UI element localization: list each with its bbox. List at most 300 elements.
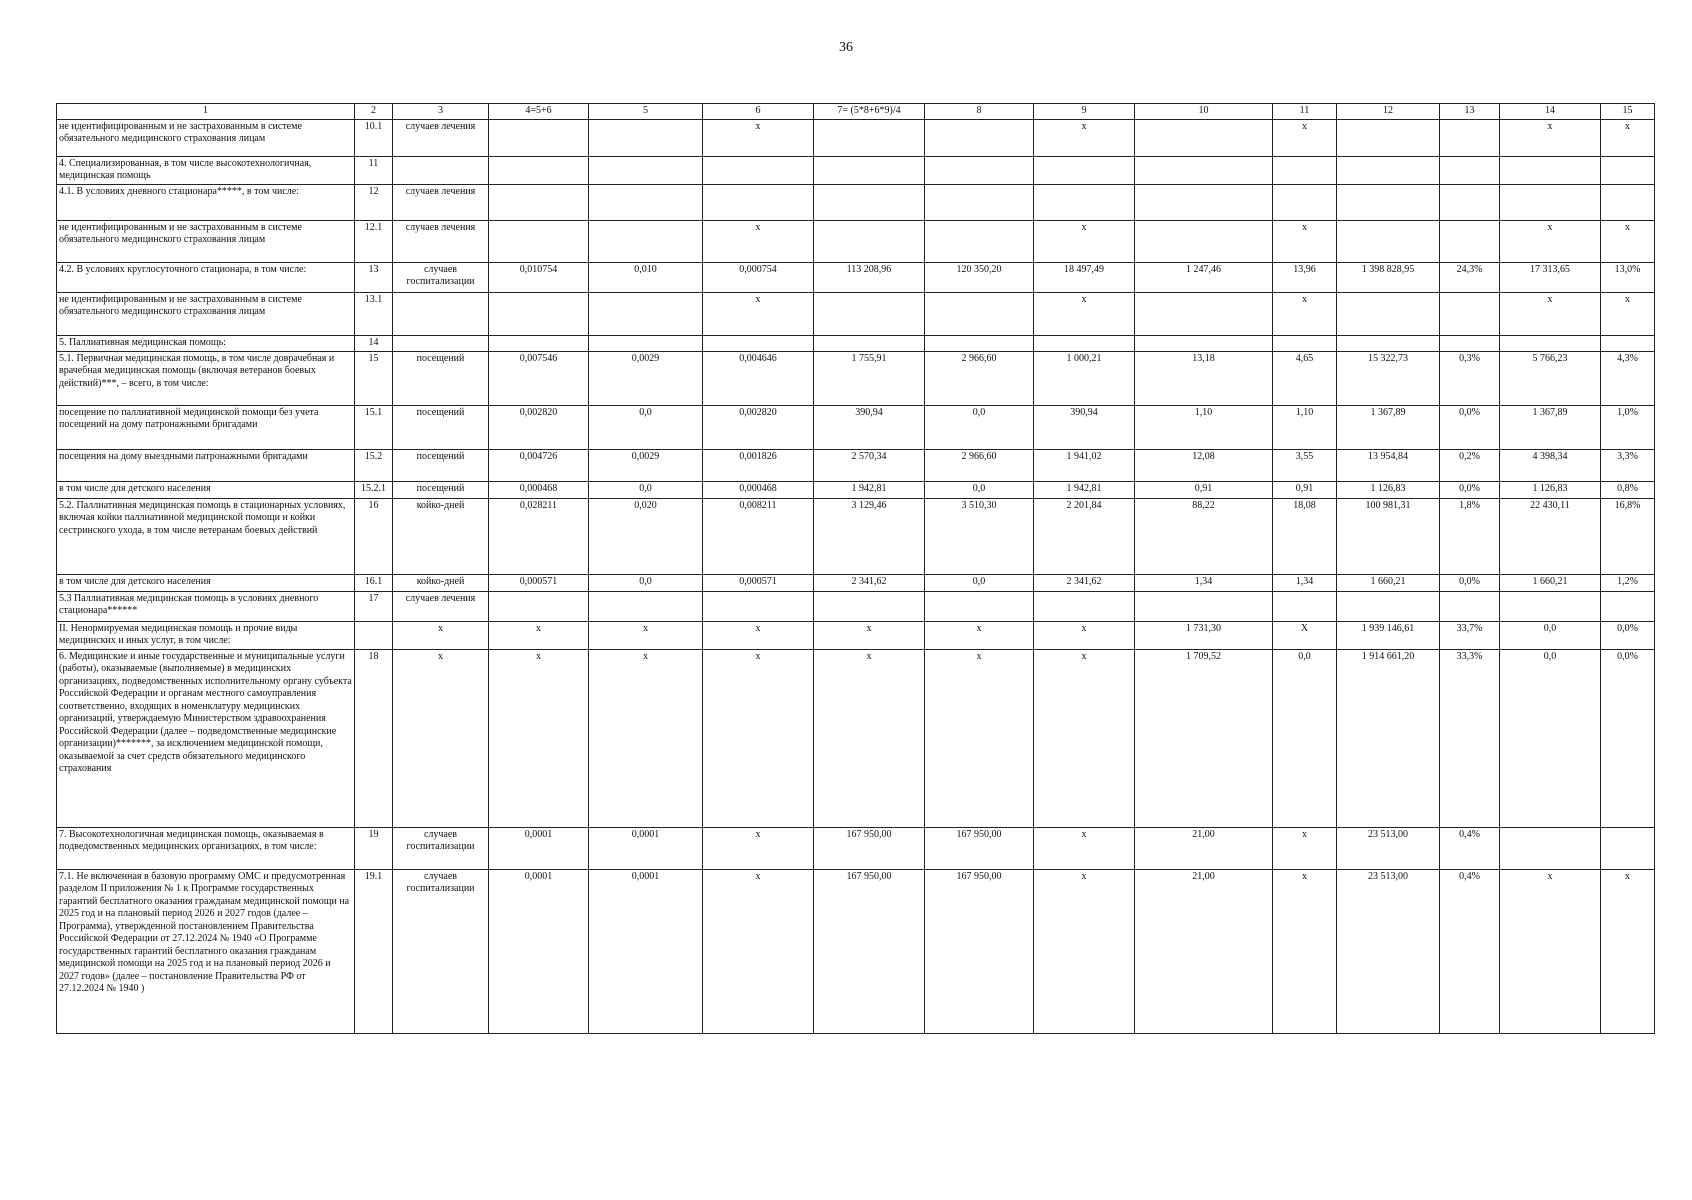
table-cell: 1 709,52 xyxy=(1135,649,1273,827)
table-cell: 0,0 xyxy=(1273,649,1337,827)
table-cell: 0,001826 xyxy=(703,449,814,481)
table-cell xyxy=(814,591,925,621)
table-row xyxy=(57,827,1655,869)
table-cell: 4,65 xyxy=(1273,351,1337,405)
table-cell: 167 950,00 xyxy=(814,869,925,1033)
table-cell: x xyxy=(1034,869,1135,1033)
header-cell: 6 xyxy=(703,104,814,120)
table-cell: 0,8% xyxy=(1601,481,1655,498)
table-cell: 21,00 xyxy=(1135,827,1273,869)
table-cell: 100 981,31 xyxy=(1337,498,1440,574)
table-cell xyxy=(703,591,814,621)
table-cell xyxy=(1337,335,1440,351)
table-cell xyxy=(489,156,589,184)
table-cell xyxy=(814,335,925,351)
table-cell: 13,96 xyxy=(1273,262,1337,292)
table-cell: 4 398,34 xyxy=(1500,449,1601,481)
table-cell: x xyxy=(703,292,814,335)
table-cell: койко-дней xyxy=(393,498,489,574)
table-cell: x xyxy=(814,621,925,649)
table-cell xyxy=(925,220,1034,262)
row-label-cell: не идентифицированным и не застрахованным в системе обязательного медицинского страхования лицам xyxy=(57,119,355,156)
header-cell: 4=5+6 xyxy=(489,104,589,120)
table-cell xyxy=(1135,156,1273,184)
table-cell xyxy=(925,292,1034,335)
table-cell: 15 322,73 xyxy=(1337,351,1440,405)
table-cell: x xyxy=(1500,292,1601,335)
table-cell: 0,0 xyxy=(925,405,1034,449)
table-cell: x xyxy=(814,649,925,827)
header-cell: 13 xyxy=(1440,104,1500,120)
row-label-cell: 7.1. Не включенная в базовую программу ОМС и предусмотренная разделом II приложения № 1 к Программе государственных гарантий бесплатного оказания гражданам медицинской помощи на 2025 год и на плановый период 2026 и 2027 годов (далее – Программа), утвержденной постановлением Правительства Российской Федерации от 27.12.2024 № 1940 «О Программе государственных гарантий бесплатного оказания гражданам медицинской помощи на 2025 год и на плановый период 2026 и 2027 годов» (далее – постановление Правительства РФ от 27.12.2024 № 1940 ) xyxy=(57,869,355,1033)
table-cell xyxy=(925,591,1034,621)
table-cell xyxy=(589,119,703,156)
table-cell: 167 950,00 xyxy=(925,869,1034,1033)
table-cell: 0,0 xyxy=(925,481,1034,498)
table-cell: 16 xyxy=(355,498,393,574)
table-cell: 12.1 xyxy=(355,220,393,262)
table-cell xyxy=(1440,292,1500,335)
table-cell: 0,002820 xyxy=(703,405,814,449)
row-label-cell: 6. Медицинские и иные государственные и муниципальные услуги (работы), оказываемые (выполняемые) в медицинских организациях, подведомственных исполнительному органу субъекта Российской Федерации и органам местного самоуправления соответственно, входящих в номенклатуру медицинских организаций, утверждаемую Министерством здравоохранения Российской Федерации (далее – подведомственные медицинские организации)*******, за исключением медицинской помощи, оказываемой за счет средств обязательного медицинского страхования xyxy=(57,649,355,827)
table-cell: 0,0 xyxy=(925,574,1034,591)
table-cell: x xyxy=(589,621,703,649)
table-cell: 22 430,11 xyxy=(1500,498,1601,574)
table-cell: x xyxy=(1601,869,1655,1033)
table-cell: x xyxy=(1034,119,1135,156)
header-cell: 7= (5*8+6*9)/4 xyxy=(814,104,925,120)
table-cell: 18 xyxy=(355,649,393,827)
table-row xyxy=(57,649,1655,827)
table-cell: 1 398 828,95 xyxy=(1337,262,1440,292)
table-cell: 1 941,02 xyxy=(1034,449,1135,481)
table-cell: x xyxy=(1034,827,1135,869)
table-cell: 17 xyxy=(355,591,393,621)
header-cell: 15 xyxy=(1601,104,1655,120)
table-cell: 15.1 xyxy=(355,405,393,449)
table-cell: x xyxy=(1034,621,1135,649)
data-table xyxy=(56,103,1655,1034)
table-cell: 1 000,21 xyxy=(1034,351,1135,405)
row-label-cell: не идентифицированным и не застрахованным в системе обязательного медицинского страхования лицам xyxy=(57,292,355,335)
table-cell: 0,91 xyxy=(1135,481,1273,498)
table-cell: x xyxy=(703,621,814,649)
table-cell xyxy=(1135,335,1273,351)
table-cell: 113 208,96 xyxy=(814,262,925,292)
table-cell xyxy=(1601,156,1655,184)
table-cell: x xyxy=(703,869,814,1033)
table-row xyxy=(57,119,1655,156)
header-cell: 10 xyxy=(1135,104,1273,120)
table-cell xyxy=(489,220,589,262)
table-cell: 1,10 xyxy=(1135,405,1273,449)
table-cell: 21,00 xyxy=(1135,869,1273,1033)
table-cell xyxy=(814,220,925,262)
table-cell xyxy=(1440,591,1500,621)
table-cell: 1 939 146,61 xyxy=(1337,621,1440,649)
table-cell xyxy=(355,621,393,649)
table-cell xyxy=(1500,591,1601,621)
table-cell: x xyxy=(703,119,814,156)
table-cell: 1,8% xyxy=(1440,498,1500,574)
table-cell: 1,0% xyxy=(1601,405,1655,449)
table-cell: 0,4% xyxy=(1440,827,1500,869)
table-row xyxy=(57,351,1655,405)
header-cell: 9 xyxy=(1034,104,1135,120)
table-cell xyxy=(1440,119,1500,156)
table-cell xyxy=(1034,156,1135,184)
header-cell: 5 xyxy=(589,104,703,120)
table-cell: 12 xyxy=(355,184,393,220)
table-cell: 167 950,00 xyxy=(814,827,925,869)
table-cell: 167 950,00 xyxy=(925,827,1034,869)
table-cell: 0,0% xyxy=(1440,481,1500,498)
table-cell: x xyxy=(703,649,814,827)
table-cell: 33,7% xyxy=(1440,621,1500,649)
table-cell: 17 313,65 xyxy=(1500,262,1601,292)
table-cell xyxy=(393,156,489,184)
table-cell: 0,010 xyxy=(589,262,703,292)
table-cell xyxy=(589,184,703,220)
table-cell: 1,10 xyxy=(1273,405,1337,449)
table-cell xyxy=(1135,292,1273,335)
table-cell xyxy=(1135,591,1273,621)
table-cell xyxy=(489,292,589,335)
table-cell: x xyxy=(925,621,1034,649)
table-cell: 0,3% xyxy=(1440,351,1500,405)
table-cell xyxy=(1500,335,1601,351)
table-cell: 33,3% xyxy=(1440,649,1500,827)
table-cell: 2 966,60 xyxy=(925,351,1034,405)
table-cell: x xyxy=(589,649,703,827)
table-cell: 1,2% xyxy=(1601,574,1655,591)
row-label-cell: 7. Высокотехнологичная медицинская помощь, оказываемая в подведомственных медицинских организациях, в том числе: xyxy=(57,827,355,869)
table-cell: 0,000571 xyxy=(703,574,814,591)
table-cell: x xyxy=(703,827,814,869)
table-cell: 0,000468 xyxy=(489,481,589,498)
table-cell xyxy=(1337,156,1440,184)
table-cell: 13 954,84 xyxy=(1337,449,1440,481)
table-row xyxy=(57,335,1655,351)
table-cell: x xyxy=(393,621,489,649)
table-cell: x xyxy=(1601,119,1655,156)
table-cell: случаев лечения xyxy=(393,119,489,156)
row-label-cell: II. Ненормируемая медицинская помощь и прочие виды медицинских и иных услуг, в том числе: xyxy=(57,621,355,649)
table-cell xyxy=(1440,156,1500,184)
table-cell: случаев госпитализации xyxy=(393,827,489,869)
table-cell: x xyxy=(925,649,1034,827)
table-cell xyxy=(703,184,814,220)
row-label-cell: в том числе для детского населения xyxy=(57,574,355,591)
table-cell: x xyxy=(1273,869,1337,1033)
table-cell: 0,0% xyxy=(1440,574,1500,591)
table-cell xyxy=(1500,827,1601,869)
table-cell xyxy=(1034,184,1135,220)
table-cell: 0,000468 xyxy=(703,481,814,498)
table-cell: 1 914 661,20 xyxy=(1337,649,1440,827)
table-cell xyxy=(1440,184,1500,220)
table-cell: 0,0001 xyxy=(589,827,703,869)
table-cell xyxy=(814,292,925,335)
table-cell: случаев лечения xyxy=(393,220,489,262)
table-cell: 13 xyxy=(355,262,393,292)
table-cell: 0,020 xyxy=(589,498,703,574)
table-cell: x xyxy=(489,621,589,649)
table-cell: 13.1 xyxy=(355,292,393,335)
table-cell: 88,22 xyxy=(1135,498,1273,574)
table-cell: 1,34 xyxy=(1273,574,1337,591)
table-cell: 0,0% xyxy=(1601,649,1655,827)
table-cell: x xyxy=(1273,119,1337,156)
table-cell: 1 367,89 xyxy=(1337,405,1440,449)
table-cell: 23 513,00 xyxy=(1337,827,1440,869)
table-cell: 0,0 xyxy=(1500,621,1601,649)
table-cell xyxy=(589,591,703,621)
table-cell: 3,55 xyxy=(1273,449,1337,481)
table-cell xyxy=(489,335,589,351)
table-cell: 0,010754 xyxy=(489,262,589,292)
page-number: 36 xyxy=(839,40,853,55)
table-cell: 0,0001 xyxy=(489,869,589,1033)
table-row xyxy=(57,220,1655,262)
table-cell xyxy=(1034,335,1135,351)
table-cell: посещений xyxy=(393,405,489,449)
table-row xyxy=(57,621,1655,649)
row-label-cell: 5.1. Первичная медицинская помощь, в том числе доврачебная и врачебная медицинская помощь (включая ветеранов боевых действий)***, – всего, в том числе: xyxy=(57,351,355,405)
table-cell xyxy=(1440,335,1500,351)
table-cell xyxy=(814,119,925,156)
table-cell xyxy=(589,335,703,351)
table-cell: 390,94 xyxy=(814,405,925,449)
header-cell: 3 xyxy=(393,104,489,120)
table-cell: 19.1 xyxy=(355,869,393,1033)
row-label-cell: 4. Специализированная, в том числе высокотехнологичная, медицинская помощь xyxy=(57,156,355,184)
table-cell: x xyxy=(1273,827,1337,869)
table-cell: 2 966,60 xyxy=(925,449,1034,481)
table-cell: x xyxy=(1034,649,1135,827)
table-cell xyxy=(1135,184,1273,220)
table-cell: 0,0 xyxy=(589,481,703,498)
table-cell: 2 570,34 xyxy=(814,449,925,481)
table-cell: 2 341,62 xyxy=(1034,574,1135,591)
table-cell xyxy=(1601,335,1655,351)
table-cell: x xyxy=(1034,292,1135,335)
table-cell: x xyxy=(1500,220,1601,262)
header-cell: 8 xyxy=(925,104,1034,120)
table-row xyxy=(57,405,1655,449)
table-cell: x xyxy=(1034,220,1135,262)
table-cell: X xyxy=(1273,621,1337,649)
table-cell: 2 201,84 xyxy=(1034,498,1135,574)
table-cell: 16.1 xyxy=(355,574,393,591)
header-cell: 2 xyxy=(355,104,393,120)
table-cell: 0,004726 xyxy=(489,449,589,481)
table-cell: 0,004646 xyxy=(703,351,814,405)
row-label-cell: в том числе для детского населения xyxy=(57,481,355,498)
table-cell: 0,0% xyxy=(1601,621,1655,649)
table-cell: случаев госпитализации xyxy=(393,262,489,292)
table-cell: 0,2% xyxy=(1440,449,1500,481)
table-cell: 0,0029 xyxy=(589,449,703,481)
table-cell: случаев госпитализации xyxy=(393,869,489,1033)
table-row xyxy=(57,184,1655,220)
table-cell xyxy=(393,335,489,351)
table-cell: 0,0001 xyxy=(589,869,703,1033)
row-label-cell: 4.2. В условиях круглосуточного стационара, в том числе: xyxy=(57,262,355,292)
table-body xyxy=(57,104,1655,1034)
table-cell: 19 xyxy=(355,827,393,869)
table-cell: 1,34 xyxy=(1135,574,1273,591)
table-cell xyxy=(1273,184,1337,220)
table-cell: 0,0% xyxy=(1440,405,1500,449)
table-cell: случаев лечения xyxy=(393,184,489,220)
table-cell: 1 660,21 xyxy=(1500,574,1601,591)
table-cell: 18,08 xyxy=(1273,498,1337,574)
table-cell: 0,000571 xyxy=(489,574,589,591)
table-cell xyxy=(1273,156,1337,184)
table-cell xyxy=(925,119,1034,156)
table-row xyxy=(57,591,1655,621)
table-cell: 0,4% xyxy=(1440,869,1500,1033)
table-cell xyxy=(489,184,589,220)
table-cell: 3 510,30 xyxy=(925,498,1034,574)
table-cell: посещений xyxy=(393,449,489,481)
table-cell: 0,0 xyxy=(589,405,703,449)
table-row xyxy=(57,574,1655,591)
table-cell: x xyxy=(393,649,489,827)
table-cell: 12,08 xyxy=(1135,449,1273,481)
table-cell: x xyxy=(489,649,589,827)
table-cell: посещений xyxy=(393,351,489,405)
table-cell: 0,028211 xyxy=(489,498,589,574)
table-cell xyxy=(814,156,925,184)
table-cell: 0,0029 xyxy=(589,351,703,405)
table-row xyxy=(57,449,1655,481)
table-cell: 1 660,21 xyxy=(1337,574,1440,591)
table-cell: 13,18 xyxy=(1135,351,1273,405)
table-cell xyxy=(1601,591,1655,621)
table-cell: 0,0001 xyxy=(489,827,589,869)
table-cell: 15.2 xyxy=(355,449,393,481)
table-cell: x xyxy=(1273,292,1337,335)
table-row xyxy=(57,869,1655,1033)
table-row xyxy=(57,292,1655,335)
table-cell: 23 513,00 xyxy=(1337,869,1440,1033)
table-cell: 1 731,30 xyxy=(1135,621,1273,649)
table-cell: x xyxy=(1601,292,1655,335)
table-cell xyxy=(925,335,1034,351)
table-cell: 0,007546 xyxy=(489,351,589,405)
table-cell: посещений xyxy=(393,481,489,498)
table-cell: 15 xyxy=(355,351,393,405)
table-cell xyxy=(1337,292,1440,335)
table-cell xyxy=(1337,119,1440,156)
table-cell xyxy=(1337,184,1440,220)
row-label-cell: 4.1. В условиях дневного стационара*****, в том числе: xyxy=(57,184,355,220)
table-cell: 16,8% xyxy=(1601,498,1655,574)
table-cell xyxy=(393,292,489,335)
header-cell: 14 xyxy=(1500,104,1601,120)
table-row xyxy=(57,156,1655,184)
table-cell xyxy=(1500,156,1601,184)
table-cell: 3,3% xyxy=(1601,449,1655,481)
table-cell: 14 xyxy=(355,335,393,351)
table-cell: 1 126,83 xyxy=(1337,481,1440,498)
table-cell: 390,94 xyxy=(1034,405,1135,449)
table-cell: 1 942,81 xyxy=(814,481,925,498)
table-cell xyxy=(703,335,814,351)
table-cell xyxy=(1135,220,1273,262)
table-cell xyxy=(1273,335,1337,351)
table-cell: 0,000754 xyxy=(703,262,814,292)
table-cell: 1 247,46 xyxy=(1135,262,1273,292)
table-cell: 0,008211 xyxy=(703,498,814,574)
table-cell: 3 129,46 xyxy=(814,498,925,574)
row-label-cell: посещение по паллиативной медицинской помощи без учета посещений на дому патронажными бригадами xyxy=(57,405,355,449)
table-cell xyxy=(814,184,925,220)
table-cell xyxy=(1337,220,1440,262)
table-row xyxy=(57,498,1655,574)
table-cell xyxy=(1273,591,1337,621)
table-row xyxy=(57,481,1655,498)
header-row xyxy=(57,104,1655,120)
row-label-cell: не идентифицированным и не застрахованным в системе обязательного медицинского страхования лицам xyxy=(57,220,355,262)
table-cell xyxy=(489,119,589,156)
table-cell xyxy=(589,220,703,262)
table-cell: x xyxy=(1500,119,1601,156)
table-cell: 1 942,81 xyxy=(1034,481,1135,498)
table-cell: 24,3% xyxy=(1440,262,1500,292)
table-cell: 1 755,91 xyxy=(814,351,925,405)
table-cell: x xyxy=(1601,220,1655,262)
table-cell: 0,002820 xyxy=(489,405,589,449)
table-cell xyxy=(589,156,703,184)
table-cell: 15.2.1 xyxy=(355,481,393,498)
table-cell xyxy=(925,156,1034,184)
table-cell xyxy=(703,156,814,184)
table-cell: 1 367,89 xyxy=(1500,405,1601,449)
table-cell: 0,91 xyxy=(1273,481,1337,498)
table-cell: 120 350,20 xyxy=(925,262,1034,292)
table-cell xyxy=(589,292,703,335)
table-cell: 5 766,23 xyxy=(1500,351,1601,405)
table-cell: случаев лечения xyxy=(393,591,489,621)
table-cell xyxy=(1500,184,1601,220)
table-row xyxy=(57,262,1655,292)
table-cell: 0,0 xyxy=(589,574,703,591)
table-cell: 18 497,49 xyxy=(1034,262,1135,292)
table-cell xyxy=(925,184,1034,220)
table-cell: x xyxy=(1500,869,1601,1033)
table-cell: 13,0% xyxy=(1601,262,1655,292)
table-cell: койко-дней xyxy=(393,574,489,591)
header-cell: 1 xyxy=(57,104,355,120)
table-cell xyxy=(1034,591,1135,621)
table-cell: 4,3% xyxy=(1601,351,1655,405)
table-cell: 0,0 xyxy=(1500,649,1601,827)
row-label-cell: 5.2. Паллиативная медицинская помощь в стационарных условиях, включая койки паллиативной медицинской помощи и койки сестринского ухода, в том числе ветеранам боевых действий xyxy=(57,498,355,574)
table-cell: x xyxy=(1273,220,1337,262)
row-label-cell: посещения на дому выездными патронажными бригадами xyxy=(57,449,355,481)
table-cell xyxy=(1440,220,1500,262)
table-cell: 1 126,83 xyxy=(1500,481,1601,498)
row-label-cell: 5.3 Паллиативная медицинская помощь в условиях дневного стационара****** xyxy=(57,591,355,621)
table-cell xyxy=(1135,119,1273,156)
header-cell: 12 xyxy=(1337,104,1440,120)
table-cell: 2 341,62 xyxy=(814,574,925,591)
header-cell: 11 xyxy=(1273,104,1337,120)
table-cell: x xyxy=(703,220,814,262)
